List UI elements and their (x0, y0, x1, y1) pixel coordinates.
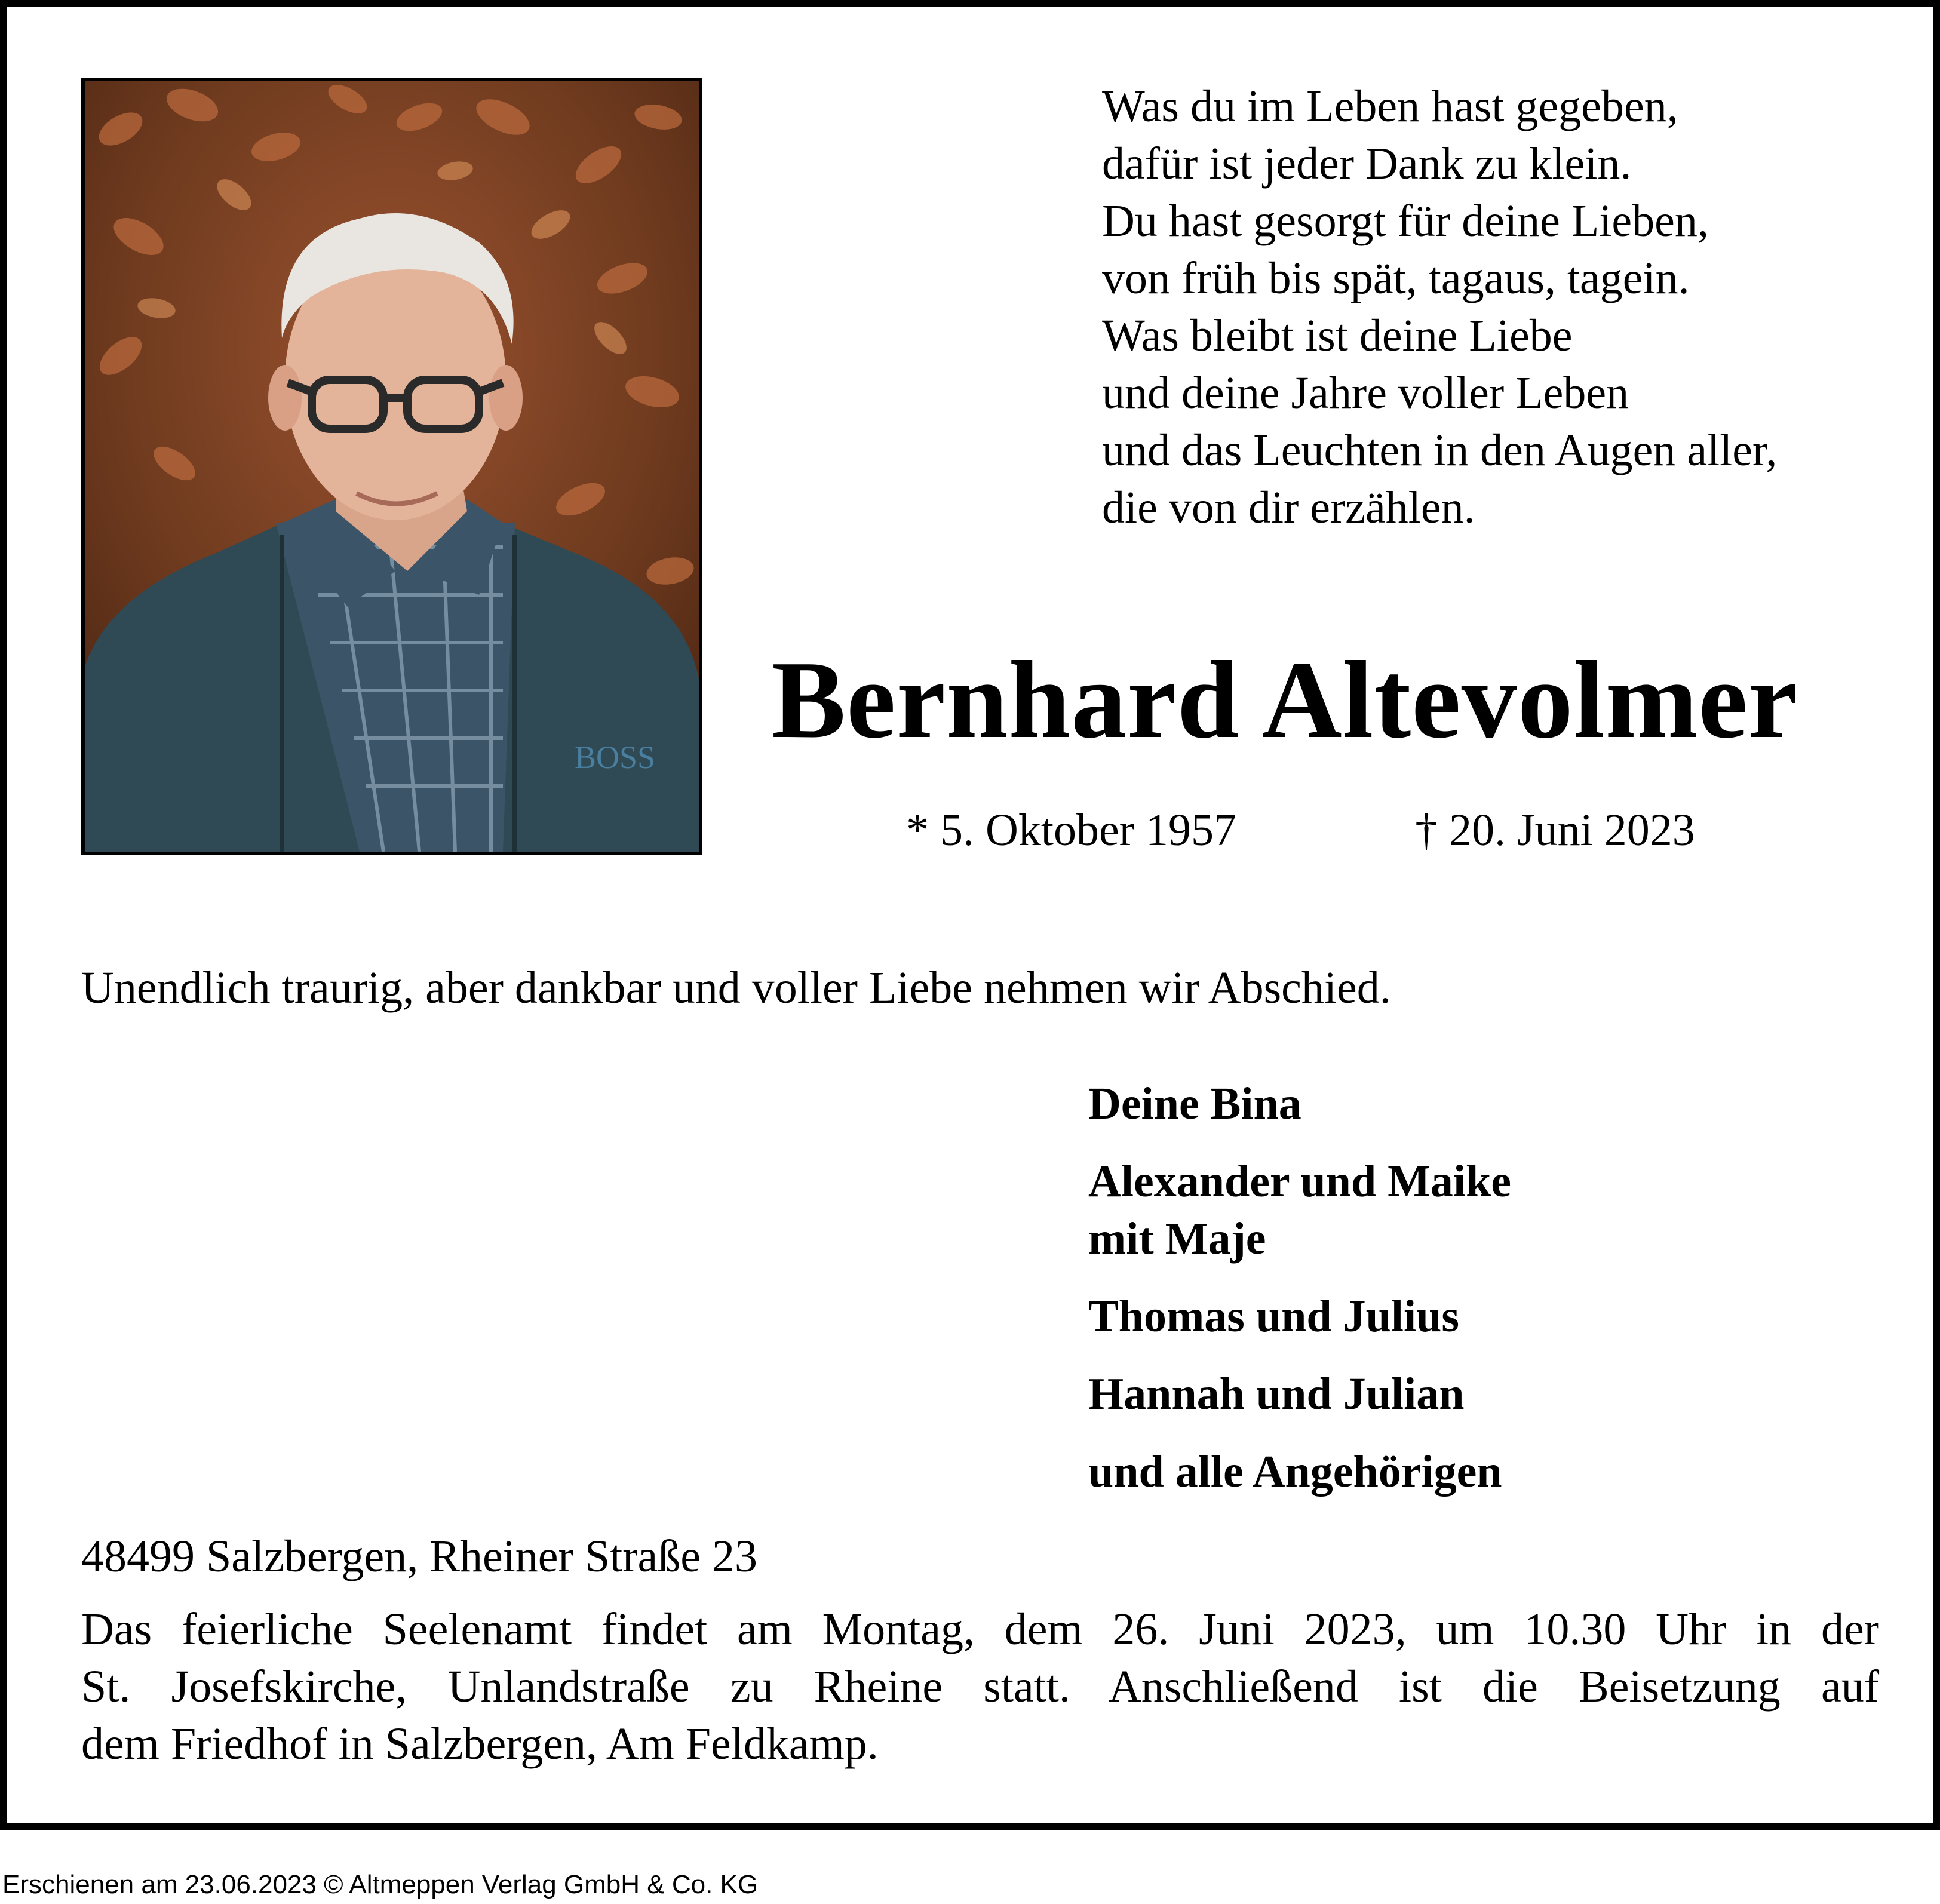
poem-line: Was du im Leben hast gegeben, (1102, 81, 1678, 131)
service-line: dem Friedhof in Salzbergen, Am Feldkamp. (81, 1719, 879, 1769)
portrait-photo (81, 78, 702, 855)
farewell-text: Unendlich traurig, aber dankbar und voller Liebe nehmen wir Abschied. (81, 963, 1391, 1013)
family-address: 48499 Salzbergen, Rheiner Straße 23 (81, 1531, 757, 1581)
poem-line: und deine Jahre voller Leben (1102, 368, 1629, 418)
poem-line: die von dir erzählen. (1102, 483, 1475, 533)
poem-line: von früh bis spät, tagaus, tagein. (1102, 253, 1690, 303)
poem (1102, 78, 1777, 536)
publication-footer: Erschienen am 23.06.2023 © Altmeppen Verlag GmbH & Co. KG (2, 1870, 759, 1899)
service-announcement (81, 1601, 1879, 1773)
jacket-logo: BOSS (575, 739, 656, 775)
poem-line: Du hast gesorgt für deine Lieben, (1102, 196, 1709, 246)
mourner-line: Hannah und Julian (1088, 1369, 1465, 1419)
poem-line: und das Leuchten in den Augen aller, (1102, 425, 1778, 475)
poem-line: dafür ist jeder Dank zu klein. (1102, 139, 1632, 189)
service-line: Das feierliche Seelenamt findet am Montag, dem 26. Juni 2023, um 10.30 Uhr in der (81, 1604, 1879, 1654)
mourners-list (1088, 1075, 1511, 1500)
mourner-line: mit Maje (1088, 1214, 1266, 1264)
mourner-line: und alle Angehörigen (1088, 1447, 1502, 1497)
service-line: St. Josefskirche, Unlandstraße zu Rheine statt. Anschließend ist die Beisetzung auf (81, 1662, 1879, 1712)
poem-line: Was bleibt ist deine Liebe (1102, 311, 1573, 361)
birth-date: * 5. Oktober 1957 (906, 805, 1237, 855)
mourner-line: Thomas und Julius (1088, 1291, 1459, 1341)
mourner-line: Alexander und Maike (1088, 1156, 1512, 1206)
deceased-name: Bernhard Altevolmer (772, 638, 1798, 761)
mourner-line: Deine Bina (1088, 1079, 1301, 1129)
portrait-illustration (85, 81, 699, 852)
death-date: † 20. Juni 2023 (1415, 805, 1695, 855)
